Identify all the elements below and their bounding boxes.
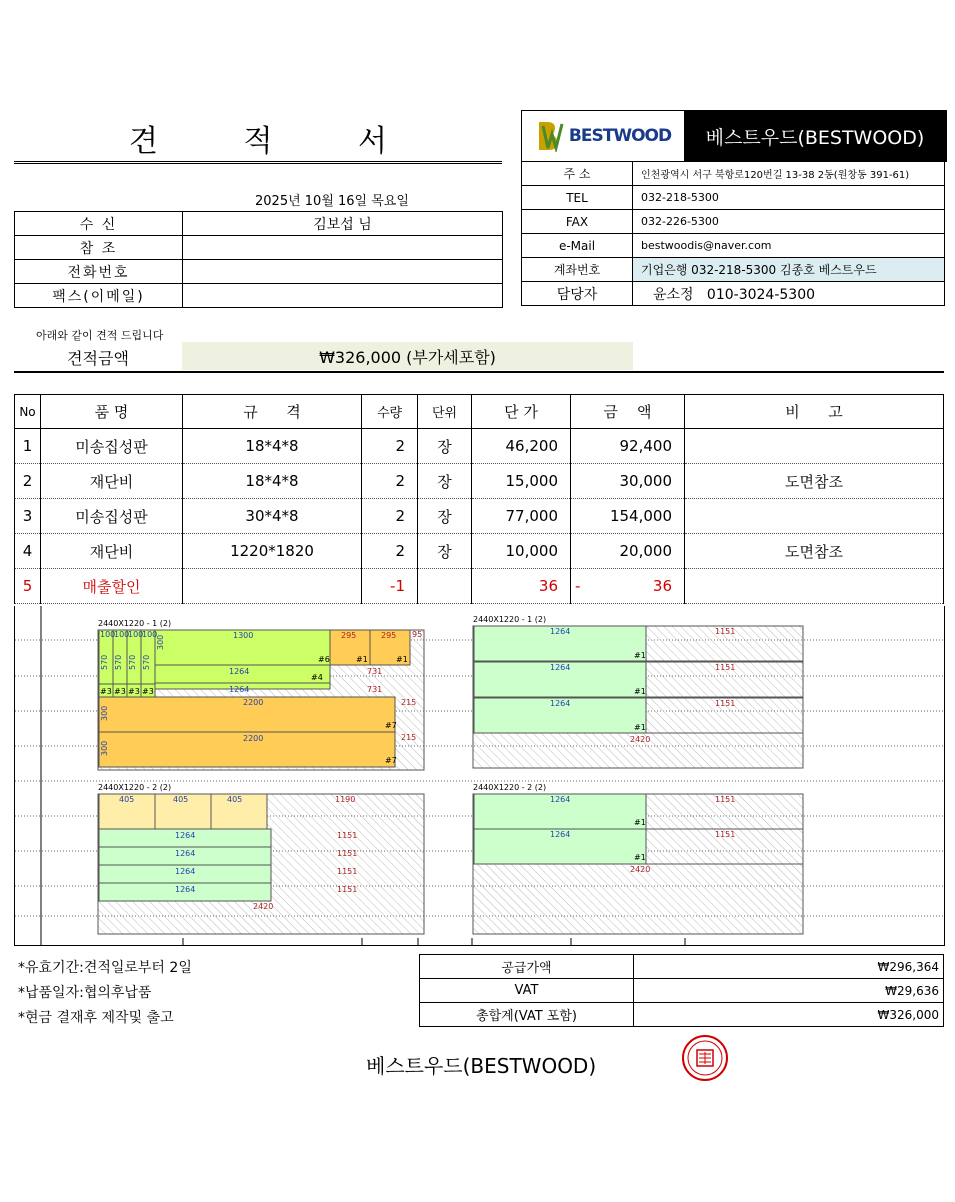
row-unit (418, 569, 472, 604)
items-table (14, 394, 944, 604)
svg-text:295: 295 (341, 631, 357, 640)
svg-text:1151: 1151 (337, 885, 358, 894)
svg-text:100: 100 (128, 630, 144, 639)
svg-text:#1: #1 (634, 853, 646, 862)
svg-text:#3: #3 (128, 687, 140, 696)
row-note: 도면참조 (685, 534, 944, 569)
svg-text:300: 300 (156, 634, 165, 650)
svg-text:731: 731 (367, 685, 383, 694)
row-name: 미송집성판 (41, 429, 183, 464)
svg-text:1264: 1264 (229, 685, 250, 694)
row-amount: 20,000 (571, 534, 685, 569)
svg-text:2200: 2200 (243, 698, 264, 707)
fax-label: FAX (522, 210, 633, 234)
row-amount: 154,000 (571, 499, 685, 534)
svg-text:#1: #1 (634, 723, 646, 732)
table-row (15, 499, 944, 534)
row-note (685, 499, 944, 534)
row-price: 46,200 (472, 429, 571, 464)
svg-text:1151: 1151 (715, 699, 736, 708)
row-unit: 장 (418, 534, 472, 569)
svg-text:1264: 1264 (550, 627, 571, 636)
svg-text:570: 570 (142, 654, 151, 670)
document-title: 견 적 서 (14, 115, 502, 164)
diagram-b (473, 626, 803, 768)
estimate-amount: ₩326,000 (부가세포함) (182, 342, 633, 370)
svg-text:295: 295 (381, 631, 397, 640)
company-seal-icon (680, 1032, 730, 1084)
svg-text:1264: 1264 (550, 830, 571, 839)
row-spec: 30*4*8 (183, 499, 362, 534)
svg-text:1151: 1151 (715, 663, 736, 672)
row-price: 15,000 (472, 464, 571, 499)
row-qty: 2 (362, 499, 418, 534)
row-no: 4 (15, 534, 41, 569)
svg-text:300: 300 (100, 705, 109, 721)
diagram-d-title: 2440X1220 - 2 (2) (473, 783, 547, 792)
svg-text:#1: #1 (634, 687, 646, 696)
recipient-label: 수 신 (15, 212, 183, 236)
svg-text:#3: #3 (100, 687, 112, 696)
header-no: No (15, 395, 41, 429)
cutting-diagrams (15, 606, 944, 945)
intro-note: 아래와 같이 견적 드립니다 (36, 329, 164, 342)
validity-note: *유효기간:견적일로부터 2일 (18, 960, 192, 976)
svg-text:1264: 1264 (175, 831, 196, 840)
delivery-note: *납품일자:협의후납품 (18, 985, 152, 1001)
row-amount: 30,000 (571, 464, 685, 499)
estimate-label: 견적금액 (67, 348, 129, 368)
manager-value: 윤소정 010-3024-5300 (633, 282, 945, 306)
total-value: ₩326,000 (634, 1003, 944, 1027)
fax-value: 032-226-5300 (633, 210, 945, 234)
svg-text:570: 570 (114, 654, 123, 670)
row-amount: 92,400 (571, 429, 685, 464)
header-note: 비 고 (685, 395, 944, 429)
svg-text:1264: 1264 (550, 699, 571, 708)
row-unit: 장 (418, 429, 472, 464)
header-spec: 규 격 (183, 395, 362, 429)
total-label: 총합계(VAT 포함) (420, 1003, 634, 1027)
row-price: 77,000 (472, 499, 571, 534)
svg-text:1151: 1151 (337, 849, 358, 858)
svg-text:1151: 1151 (337, 831, 358, 840)
vat-value: ₩29,636 (634, 979, 944, 1003)
svg-text:#4: #4 (311, 673, 323, 682)
row-note: 도면참조 (685, 464, 944, 499)
row-spec (183, 569, 362, 604)
row-name: 매출할인 (41, 569, 183, 604)
totals-table (419, 954, 944, 1027)
footnotes (18, 956, 192, 1031)
svg-text:95: 95 (412, 630, 423, 639)
svg-text:1151: 1151 (715, 795, 736, 804)
amount-sign: - (575, 577, 581, 595)
diagram-a-title: 2440X1220 - 1 (2) (98, 619, 172, 628)
diagram-b-title: 2440X1220 - 1 (2) (473, 615, 547, 624)
svg-text:300: 300 (100, 740, 109, 756)
company-name-banner: 베스트우드(BESTWOOD) (684, 111, 946, 161)
diagram-d (473, 794, 803, 934)
row-price: 36 (472, 569, 571, 604)
header-amount: 금 액 (571, 395, 685, 429)
svg-text:1264: 1264 (229, 667, 250, 676)
logo-mark-icon (535, 120, 565, 152)
diagram-c-title: 2440X1220 - 2 (2) (98, 783, 172, 792)
row-note (685, 569, 944, 604)
svg-text:1151: 1151 (337, 867, 358, 876)
row-no: 5 (15, 569, 41, 604)
row-qty: 2 (362, 464, 418, 499)
quote-date: 2025년 10월 16일 목요일 (255, 194, 409, 209)
supply-value: ₩296,364 (634, 955, 944, 979)
account-label: 계좌번호 (522, 258, 633, 282)
svg-text:#7: #7 (385, 756, 397, 765)
row-spec: 18*4*8 (183, 464, 362, 499)
svg-text:#1: #1 (396, 655, 408, 664)
svg-text:1264: 1264 (175, 867, 196, 876)
svg-text:#6: #6 (318, 655, 330, 664)
svg-text:1190: 1190 (335, 795, 356, 804)
cutting-diagram-area (14, 606, 945, 946)
row-qty: 2 (362, 534, 418, 569)
row-unit: 장 (418, 499, 472, 534)
tel-value: 032-218-5300 (633, 186, 945, 210)
svg-text:1264: 1264 (550, 663, 571, 672)
svg-text:100: 100 (142, 630, 158, 639)
address-label: 주 소 (522, 162, 633, 186)
row-no: 2 (15, 464, 41, 499)
diagram-c (98, 794, 424, 934)
tel-label: TEL (522, 186, 633, 210)
svg-text:1151: 1151 (715, 627, 736, 636)
company-header (521, 110, 947, 162)
row-unit: 장 (418, 464, 472, 499)
svg-text:570: 570 (100, 654, 109, 670)
header-qty: 수량 (362, 395, 418, 429)
svg-text:2420: 2420 (630, 735, 651, 744)
vat-label: VAT (420, 979, 634, 1003)
email-value: bestwoodis@naver.com (633, 234, 945, 258)
svg-text:#3: #3 (114, 687, 126, 696)
row-no: 1 (15, 429, 41, 464)
svg-text:#1: #1 (634, 651, 646, 660)
row-price: 10,000 (472, 534, 571, 569)
row-name: 미송집성판 (41, 499, 183, 534)
payment-note: *현금 결재후 제작및 출고 (18, 1010, 174, 1026)
recipient-table (14, 211, 503, 308)
table-row (15, 534, 944, 569)
account-value: 기업은행 032-218-5300 김종호 베스트우드 (633, 258, 945, 282)
phone-label: 전화번호 (15, 260, 183, 284)
svg-text:215: 215 (401, 733, 417, 742)
svg-text:405: 405 (227, 795, 243, 804)
svg-text:570: 570 (128, 654, 137, 670)
phone-value (183, 260, 503, 284)
row-qty: 2 (362, 429, 418, 464)
address-value: 인천광역시 서구 북항로120번길 13-38 2동(원창동 391-61) (633, 162, 945, 186)
svg-text:2200: 2200 (243, 734, 264, 743)
svg-text:1151: 1151 (715, 830, 736, 839)
logo-text: BESTWOOD (568, 126, 672, 146)
table-row-discount (15, 569, 944, 604)
items-header-row (15, 395, 944, 429)
svg-text:100: 100 (100, 630, 116, 639)
svg-text:1300: 1300 (233, 631, 254, 640)
svg-text:#3: #3 (142, 687, 154, 696)
manager-label: 담당자 (522, 282, 633, 306)
svg-text:1264: 1264 (550, 795, 571, 804)
row-amount (571, 569, 685, 604)
header-unit: 단위 (418, 395, 472, 429)
row-name: 재단비 (41, 534, 183, 569)
svg-text:2420: 2420 (253, 902, 274, 911)
row-name: 재단비 (41, 464, 183, 499)
svg-text:1264: 1264 (175, 885, 196, 894)
reference-label: 참 조 (15, 236, 183, 260)
header-price: 단 가 (472, 395, 571, 429)
supply-label: 공급가액 (420, 955, 634, 979)
company-signature: 베스트우드(BESTWOOD) (366, 1054, 597, 1078)
svg-text:405: 405 (119, 795, 135, 804)
fax-value (183, 284, 503, 308)
company-info-table (521, 161, 945, 306)
svg-text:405: 405 (173, 795, 189, 804)
header-name: 품 명 (41, 395, 183, 429)
svg-text:2420: 2420 (630, 865, 651, 874)
row-note (685, 429, 944, 464)
table-row (15, 429, 944, 464)
diagram-a (98, 630, 424, 770)
svg-text:1264: 1264 (175, 849, 196, 858)
row-qty: -1 (362, 569, 418, 604)
svg-text:731: 731 (367, 667, 383, 676)
row-spec: 1220*1820 (183, 534, 362, 569)
svg-text:#1: #1 (356, 655, 368, 664)
reference-value (183, 236, 503, 260)
row-no: 3 (15, 499, 41, 534)
fax-label: 팩스(이메일) (15, 284, 183, 308)
email-label: e-Mail (522, 234, 633, 258)
recipient-value: 김보섭 님 (183, 212, 503, 236)
company-logo (522, 111, 684, 161)
svg-text:#7: #7 (385, 721, 397, 730)
table-row (15, 464, 944, 499)
svg-text:#1: #1 (634, 818, 646, 827)
amount-value: 36 (652, 577, 672, 595)
svg-text:215: 215 (401, 698, 417, 707)
svg-text:100: 100 (114, 630, 130, 639)
row-spec: 18*4*8 (183, 429, 362, 464)
divider (14, 371, 944, 373)
